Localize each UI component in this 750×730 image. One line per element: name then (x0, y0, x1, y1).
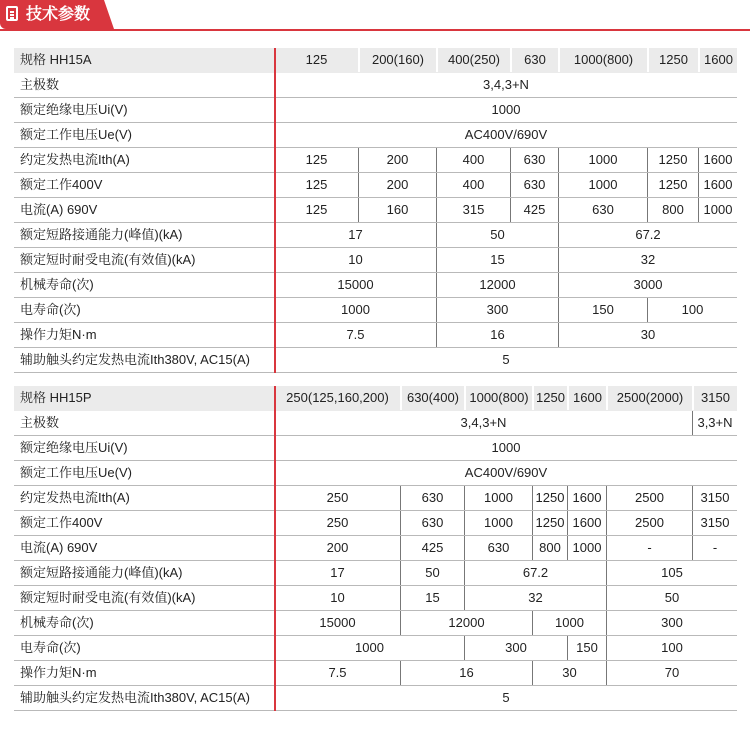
row-label: 额定工作电压Ue(V) (20, 127, 132, 142)
row-label: 机械寿命(次) (20, 615, 94, 630)
column-header: 3150 (692, 386, 737, 410)
table-row (14, 536, 737, 561)
label-divider (274, 48, 276, 373)
document-icon (6, 6, 18, 21)
table-cell: 1600 (698, 173, 737, 197)
table-row (14, 348, 737, 373)
table-cell: 100 (606, 636, 737, 660)
table-cell: 3,4,3+N (483, 77, 529, 92)
table-cell: 200 (358, 173, 436, 197)
table-cell: 70 (606, 661, 737, 685)
table-cell: 1000 (341, 302, 370, 317)
table-cell: 1000 (532, 611, 606, 635)
table-row (14, 248, 737, 273)
table-cell: 32 (464, 586, 606, 610)
table-row (14, 511, 737, 536)
table-cell: 100 (647, 298, 737, 322)
table-cell: 250 (326, 490, 349, 505)
table-row (14, 486, 737, 511)
column-header: 1600 (567, 386, 606, 410)
table-cell: 150 (558, 298, 647, 322)
table-header-row (14, 386, 737, 411)
row-label: 额定工作电压Ue(V) (20, 465, 132, 480)
table-cell: 1000 (567, 536, 606, 560)
table-cell: 50 (400, 561, 464, 585)
table-cell: 800 (532, 536, 567, 560)
table-row (14, 73, 737, 98)
row-label: 额定工作400V (20, 515, 103, 530)
table-cell: 1600 (567, 511, 606, 535)
row-label: 操作力矩N·m (20, 327, 97, 342)
table-cell: 1000 (491, 440, 521, 455)
column-header: 1000(800) (464, 386, 532, 410)
row-label: 规格 HH15A (20, 52, 92, 67)
row-label: 辅助触头约定发热电流Ith380V, AC15(A) (20, 690, 250, 705)
table-cell: 15000 (337, 277, 374, 292)
table-row (14, 223, 737, 248)
row-label: 额定工作400V (20, 177, 103, 192)
table-cell: 1250 (647, 148, 698, 172)
table-cell: 15 (400, 586, 464, 610)
table-cell: 1250 (647, 173, 698, 197)
table-cell: - (692, 536, 737, 560)
row-label: 约定发热电流Ith(A) (20, 152, 130, 167)
table-cell: 15 (436, 248, 558, 272)
table-cell: 16 (400, 661, 532, 685)
table-cell: AC400V/690V (464, 127, 548, 142)
table-cell: 1000 (355, 640, 384, 655)
table-row (14, 461, 737, 486)
table-cell: 425 (510, 198, 558, 222)
section-tab (0, 0, 104, 29)
table-cell: 150 (567, 636, 606, 660)
row-label: 电寿命(次) (20, 640, 81, 655)
table-cell: 1250 (532, 511, 567, 535)
table-cell: 30 (558, 323, 737, 347)
table-cell: 1000 (464, 511, 532, 535)
table-cell: 5 (502, 690, 510, 705)
table-row (14, 561, 737, 586)
column-header: 630(400) (400, 386, 464, 410)
table-cell: 15000 (319, 615, 356, 630)
table-cell: 3150 (692, 486, 737, 510)
table-cell: 2500 (606, 486, 692, 510)
table-cell: 400 (436, 148, 510, 172)
table-cell: 200 (326, 540, 349, 555)
table-cell: 1250 (532, 486, 567, 510)
table-cell: 16 (436, 323, 558, 347)
column-header: 125 (305, 52, 328, 67)
table-cell: 1000 (558, 173, 647, 197)
table-cell: 7.5 (328, 665, 347, 680)
row-label: 电流(A) 690V (20, 540, 98, 555)
table-row (14, 636, 737, 661)
row-label: 主极数 (20, 77, 60, 92)
column-header: 200(160) (358, 48, 436, 72)
table-cell: 3000 (558, 273, 737, 297)
table-cell: 630 (400, 486, 464, 510)
row-label: 机械寿命(次) (20, 277, 94, 292)
table-cell: - (606, 536, 692, 560)
table-row (14, 173, 737, 198)
row-label: 规格 HH15P (20, 390, 92, 405)
table-cell: 630 (558, 198, 647, 222)
table-cell: 17 (330, 565, 345, 580)
column-header: 250(125,160,200) (286, 390, 389, 405)
table-cell: 425 (400, 536, 464, 560)
table-cell: 1600 (567, 486, 606, 510)
table-cell: 250 (326, 515, 349, 530)
table-cell: 1000 (464, 486, 532, 510)
table-row (14, 661, 737, 686)
table-cell: 10 (330, 590, 345, 605)
table-row (14, 273, 737, 298)
table-cell: 300 (464, 636, 567, 660)
table-row (14, 436, 737, 461)
table-cell: 800 (647, 198, 698, 222)
table-cell: 315 (436, 198, 510, 222)
label-divider (274, 386, 276, 711)
table-cell: 105 (606, 561, 737, 585)
table-cell: 32 (558, 248, 737, 272)
table-cell: 200 (358, 148, 436, 172)
table-row (14, 686, 737, 711)
table-cell: 3150 (692, 511, 737, 535)
column-header: 400(250) (436, 48, 510, 72)
table-cell: 17 (348, 227, 363, 242)
table-cell: 1000 (698, 198, 737, 222)
table-row (14, 123, 737, 148)
table-cell: 300 (606, 611, 737, 635)
table-cell: 12000 (400, 611, 532, 635)
table-cell: 630 (400, 511, 464, 535)
table-cell: 1600 (698, 148, 737, 172)
table-cell: 12000 (436, 273, 558, 297)
section-title: 技术参数 (26, 6, 91, 23)
table-header-row (14, 48, 737, 73)
row-label: 额定短路接通能力(峰值)(kA) (20, 227, 183, 242)
row-label: 额定短路接通能力(峰值)(kA) (20, 565, 183, 580)
row-label: 额定绝缘电压Ui(V) (20, 440, 128, 455)
table-cell: 125 (305, 202, 328, 217)
column-header: 630 (510, 48, 558, 72)
table-cell: 400 (436, 173, 510, 197)
row-label: 额定绝缘电压Ui(V) (20, 102, 128, 117)
column-header: 1250 (532, 386, 567, 410)
table-cell: 50 (436, 223, 558, 247)
column-header: 2500(2000) (606, 386, 692, 410)
row-label: 操作力矩N·m (20, 665, 97, 680)
table-cell: 3,3+N (692, 411, 737, 435)
row-label: 主极数 (20, 415, 60, 430)
row-label: 约定发热电流Ith(A) (20, 490, 130, 505)
table-row (14, 98, 737, 123)
table-row (14, 148, 737, 173)
row-label: 电寿命(次) (20, 302, 81, 317)
table-cell: 3,4,3+N (460, 415, 507, 430)
table-cell: 10 (348, 252, 363, 267)
table-cell: 300 (436, 298, 558, 322)
column-header: 1250 (647, 48, 698, 72)
table-cell: 5 (502, 352, 510, 367)
table-cell: 160 (358, 198, 436, 222)
row-label: 额定短时耐受电流(有效值)(kA) (20, 252, 196, 267)
table-cell: 67.2 (464, 561, 606, 585)
row-label: 额定短时耐受电流(有效值)(kA) (20, 590, 196, 605)
table-row (14, 198, 737, 223)
table-cell: 125 (305, 177, 328, 192)
table-row (14, 611, 737, 636)
section-banner (0, 0, 750, 31)
table-cell: 125 (305, 152, 328, 167)
table-cell: AC400V/690V (464, 465, 548, 480)
table-cell: 630 (510, 173, 558, 197)
table-row (14, 298, 737, 323)
table-row (14, 411, 737, 436)
table-cell: 630 (464, 536, 532, 560)
column-header: 1000(800) (558, 48, 647, 72)
table-cell: 630 (510, 148, 558, 172)
table-cell: 67.2 (558, 223, 737, 247)
column-header: 1600 (698, 48, 737, 72)
table-row (14, 323, 737, 348)
table-cell: 30 (532, 661, 606, 685)
table-row (14, 586, 737, 611)
table-cell: 2500 (606, 511, 692, 535)
row-label: 电流(A) 690V (20, 202, 98, 217)
table-cell: 50 (606, 586, 737, 610)
row-label: 辅助触头约定发热电流Ith380V, AC15(A) (20, 352, 250, 367)
table-cell: 7.5 (346, 327, 365, 342)
table-cell: 1000 (491, 102, 521, 117)
table-cell: 1000 (558, 148, 647, 172)
